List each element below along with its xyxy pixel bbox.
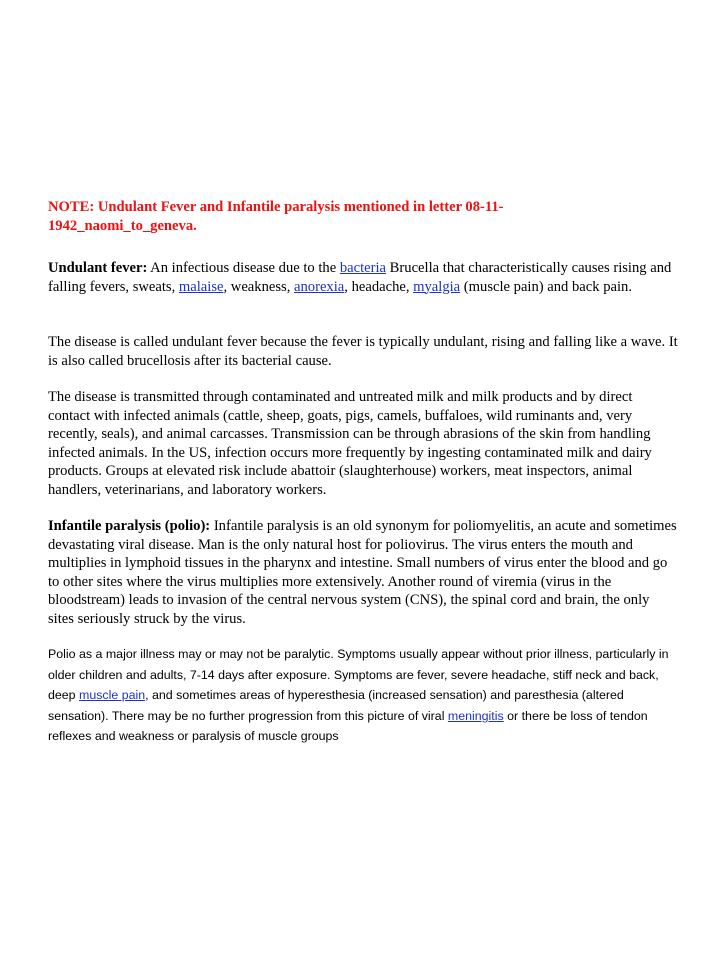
note-heading [48,198,678,235]
bacteria-link[interactable]: bacteria [339,260,387,276]
meningitis-link[interactable]: meningitis [447,708,504,723]
text-segment: , weakness, [223,278,295,295]
muscle-pain-link[interactable]: muscle pain [79,688,146,703]
myalgia-link[interactable]: myalgia [413,278,461,295]
text-segment: Polio as a major illness may or may not be paralytic. Symptoms usually appear without prior illness, particularly in older children and adults, 7-14 days after exposure. Symptoms are fever, severe headache, stiff neck and back, deep [48,647,669,703]
text-segment: , headache, [344,278,414,295]
note-line-1: NOTE: Undulant Fever and Infantile paralysis mentioned in letter 08-11- [48,199,504,215]
text-segment: , and sometimes areas of hyperesthesia (increased sensation) and paresthesia (altered sensation). There may be no further progression from this picture of viral [48,688,624,723]
anorexia-link[interactable]: anorexia [294,278,345,295]
undulant-name-paragraph: The disease is called undulant fever because the fever is typically undulant, rising and falling like a wave. It is also called brucellosis after its bacterial cause. [48,334,678,369]
undulant-fever-heading: Undulant fever: [48,260,148,276]
text-segment: (muscle pain) and back pain. [460,278,632,295]
polio-paragraph [48,517,678,629]
transmission-paragraph: The disease is transmitted through contaminated and untreated milk and milk products and by direct contact with infected animals (cattle, sheep, goats, pigs, camels, buffaloes, wild ruminants and, very recently, seals), and animal carcasses. Transmission can be through abrasions of the skin from handling infected animals. In the US, infection occurs more frequently by ingesting contaminated milk and dairy products. Groups at elevated risk include abattoir (slaughterhouse) workers, meat inspectors, animal handlers, veterinarians, and laboratory workers. [48,389,652,498]
malaise-link[interactable]: malaise [178,278,224,295]
note-line-2: 1942_naomi_to_geneva. [48,217,197,234]
text-segment: or there be loss of tendon reflexes and weakness or paralysis of muscle groups [48,708,648,744]
undulant-fever-paragraph [48,259,678,296]
polio-symptoms-paragraph [48,644,678,747]
text-segment: Brucella that characteristically causes rising and falling fevers, sweats, [48,260,672,295]
polio-heading: Infantile paralysis (polio): [48,518,211,534]
polio-body: Infantile paralysis is an old synonym for poliomyelitis, an acute and sometimes devastating viral disease. Man is the only natural host for poliovirus. The virus enters the mouth and multiplies in lymphoid tissues in the pharynx and intestine. Small numbers of virus enter the blood and go to other sites where the virus multiplies more extensively. Another round of viremia (virus in the bloodstream) leads to invasion of the central nervous system (CNS), the spinal cord and brain, the only sites seriously struck by the virus. [48,518,677,627]
text-segment: An infectious disease due to the [147,260,340,276]
